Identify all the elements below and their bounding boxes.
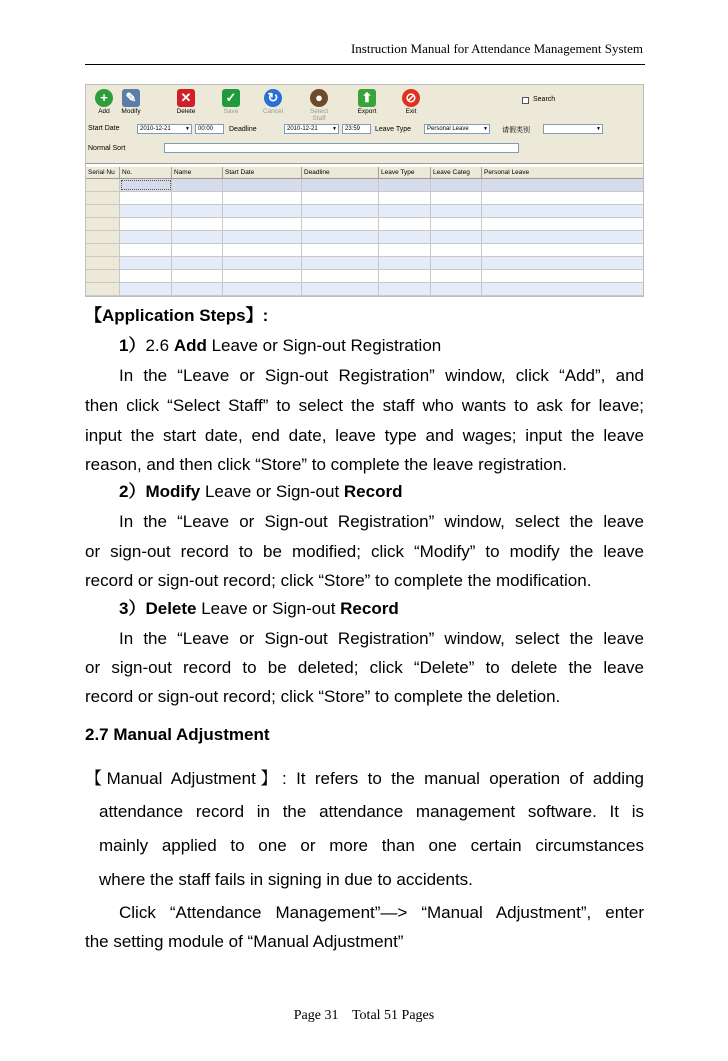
table-row[interactable] (86, 270, 644, 283)
records-table (86, 167, 644, 297)
table-row[interactable] (86, 257, 644, 270)
toolbar (86, 85, 644, 164)
step-3-bold: Delete (145, 599, 197, 618)
column-header[interactable]: Leave Categ (431, 167, 482, 178)
step-3-line: or sign-out record to be deleted; click “Delete” to delete the leave (85, 658, 644, 677)
step-1-bold: Add (173, 336, 207, 355)
up-arrow-icon: ⬆ (358, 89, 376, 107)
check-icon: ✓ (222, 89, 240, 107)
export-button[interactable] (352, 89, 382, 115)
deadline-date-input[interactable] (284, 124, 339, 134)
click-instruction-line: the setting module of “Manual Adjustment” (85, 932, 404, 951)
step-3-title (85, 598, 644, 620)
step-1-rest: Leave or Sign-out Registration (206, 336, 442, 355)
wrench-icon: ✎ (122, 89, 140, 107)
exit-button[interactable] (396, 89, 426, 115)
exit-label: Exit (405, 108, 417, 115)
save-label: Save (223, 108, 239, 115)
leave-registration-screenshot (85, 84, 644, 297)
add-button[interactable] (89, 89, 119, 115)
modify-label: Modify (121, 108, 141, 115)
step-1-line: reason, and then click “Store” to complete the leave registration. (85, 455, 567, 474)
start-date-label: Start Date (88, 125, 120, 132)
manual-adjustment-line: where the staff fails in signing in due to accidents. (99, 870, 473, 889)
step-2-number: 2） (119, 482, 146, 501)
step-2-line: record or sign-out record; click “Store” to complete the modification. (85, 571, 592, 590)
step-1-title (85, 335, 644, 357)
page-footer (0, 1008, 728, 1024)
start-date-value: 2010-12-21 (140, 126, 171, 132)
select-staff-label: Select Staff (309, 108, 329, 122)
leave-type-label: Leave Type (375, 126, 412, 133)
search-checkbox[interactable] (522, 97, 529, 104)
save-button[interactable] (216, 89, 246, 115)
deadline-label: Deadline (229, 126, 257, 133)
delete-label: Delete (176, 108, 196, 115)
step-2-bold2: Record (343, 482, 403, 501)
step-3-line: record or sign-out record; click “Store” to complete the deletion. (85, 687, 561, 706)
column-header[interactable]: Leave Type (379, 167, 431, 178)
step-3-mid: Leave or Sign-out (196, 599, 341, 618)
step-2-bold: Modify (145, 482, 201, 501)
step-2-title (85, 481, 644, 503)
table-row[interactable] (86, 179, 644, 192)
plus-icon: + (95, 89, 113, 107)
leave-category-select[interactable] (543, 124, 603, 134)
table-row[interactable] (86, 283, 644, 296)
chevron-down-icon: ▼ (185, 126, 190, 132)
search-label: Search (533, 96, 556, 103)
total-pages: Total 51 Pages (351, 1008, 435, 1023)
step-1-line: In the “Leave or Sign-out Registration” window, click “Add”, and (119, 366, 644, 385)
start-time-input[interactable] (195, 124, 224, 134)
manual-adjustment-line: 【Manual Adjustment】: It refers to the manual operation of adding (85, 769, 644, 788)
cancel-label: Cancel (262, 108, 284, 115)
column-header[interactable]: Deadline (302, 167, 379, 178)
normal-sort-label: Normal Sort (88, 145, 126, 152)
header-rule (85, 64, 645, 65)
deadline-time-value: 23:59 (345, 126, 361, 132)
running-header: Instruction Manual for Attendance Management System (350, 41, 643, 56)
step-1-line: then click “Select Staff” to select the staff who wants to ask for leave; (85, 396, 644, 415)
column-header[interactable]: No. (120, 167, 172, 178)
manual-adjustment-line: attendance record in the attendance management software. It is (99, 802, 644, 821)
chevron-down-icon: ▼ (483, 126, 488, 132)
manual-adjustment-line: mainly applied to one or more than one certain circumstances (99, 836, 644, 855)
step-3-line: In the “Leave or Sign-out Registration” window, select the leave (119, 629, 644, 648)
section-heading: 2.7 Manual Adjustment (85, 725, 270, 744)
refresh-icon: ↻ (264, 89, 282, 107)
table-row[interactable] (86, 192, 644, 205)
step-2-line: In the “Leave or Sign-out Registration” window, select the leave (119, 512, 644, 531)
deadline-date-value: 2010-12-21 (287, 126, 318, 132)
add-label: Add (98, 108, 110, 115)
table-header (86, 167, 644, 179)
step-3-number: 3） (119, 599, 146, 618)
column-header[interactable]: Personal Leave (484, 169, 530, 176)
deadline-time-input[interactable] (342, 124, 371, 134)
select-staff-button[interactable] (304, 89, 334, 122)
chevron-down-icon: ▼ (332, 126, 337, 132)
table-row[interactable] (86, 244, 644, 257)
cross-icon: ✕ (177, 89, 195, 107)
column-header[interactable]: Serial Nu (86, 167, 120, 178)
cancel-button[interactable] (258, 89, 288, 115)
column-header[interactable]: Start Date (223, 167, 302, 178)
step-3-bold2: Record (340, 599, 399, 618)
normal-sort-input[interactable] (164, 143, 519, 153)
step-1-prefix: 2.6 (145, 336, 174, 355)
step-1-number: 1） (119, 336, 146, 355)
leave-category-label: 请假类别 (502, 126, 530, 134)
table-row[interactable] (86, 218, 644, 231)
click-instruction-line: Click “Attendance Management”—> “Manual Adjustment”, enter (119, 903, 644, 922)
application-steps-heading: 【Application Steps】: (85, 306, 269, 325)
start-date-input[interactable] (137, 124, 192, 134)
step-2-mid: Leave or Sign-out (200, 482, 344, 501)
step-2-line: or sign-out record to be modified; click “Modify” to modify the leave (85, 542, 644, 561)
column-header[interactable]: Name (172, 167, 223, 178)
table-row[interactable] (86, 296, 644, 297)
leave-type-value: Personal Leave (427, 126, 469, 132)
export-label: Export (357, 108, 377, 115)
page-number: Page 31 (293, 1008, 339, 1023)
modify-button[interactable] (116, 89, 146, 115)
delete-button[interactable] (171, 89, 201, 115)
table-row[interactable] (86, 205, 644, 218)
chevron-down-icon: ▼ (596, 126, 601, 132)
stop-icon: ⊘ (402, 89, 420, 107)
leave-type-select[interactable] (424, 124, 490, 134)
step-1-line: input the start date, end date, leave type and wages; input the leave (85, 426, 644, 445)
start-time-value: 00:00 (198, 126, 214, 132)
table-row[interactable] (86, 231, 644, 244)
person-icon: ● (310, 89, 328, 107)
